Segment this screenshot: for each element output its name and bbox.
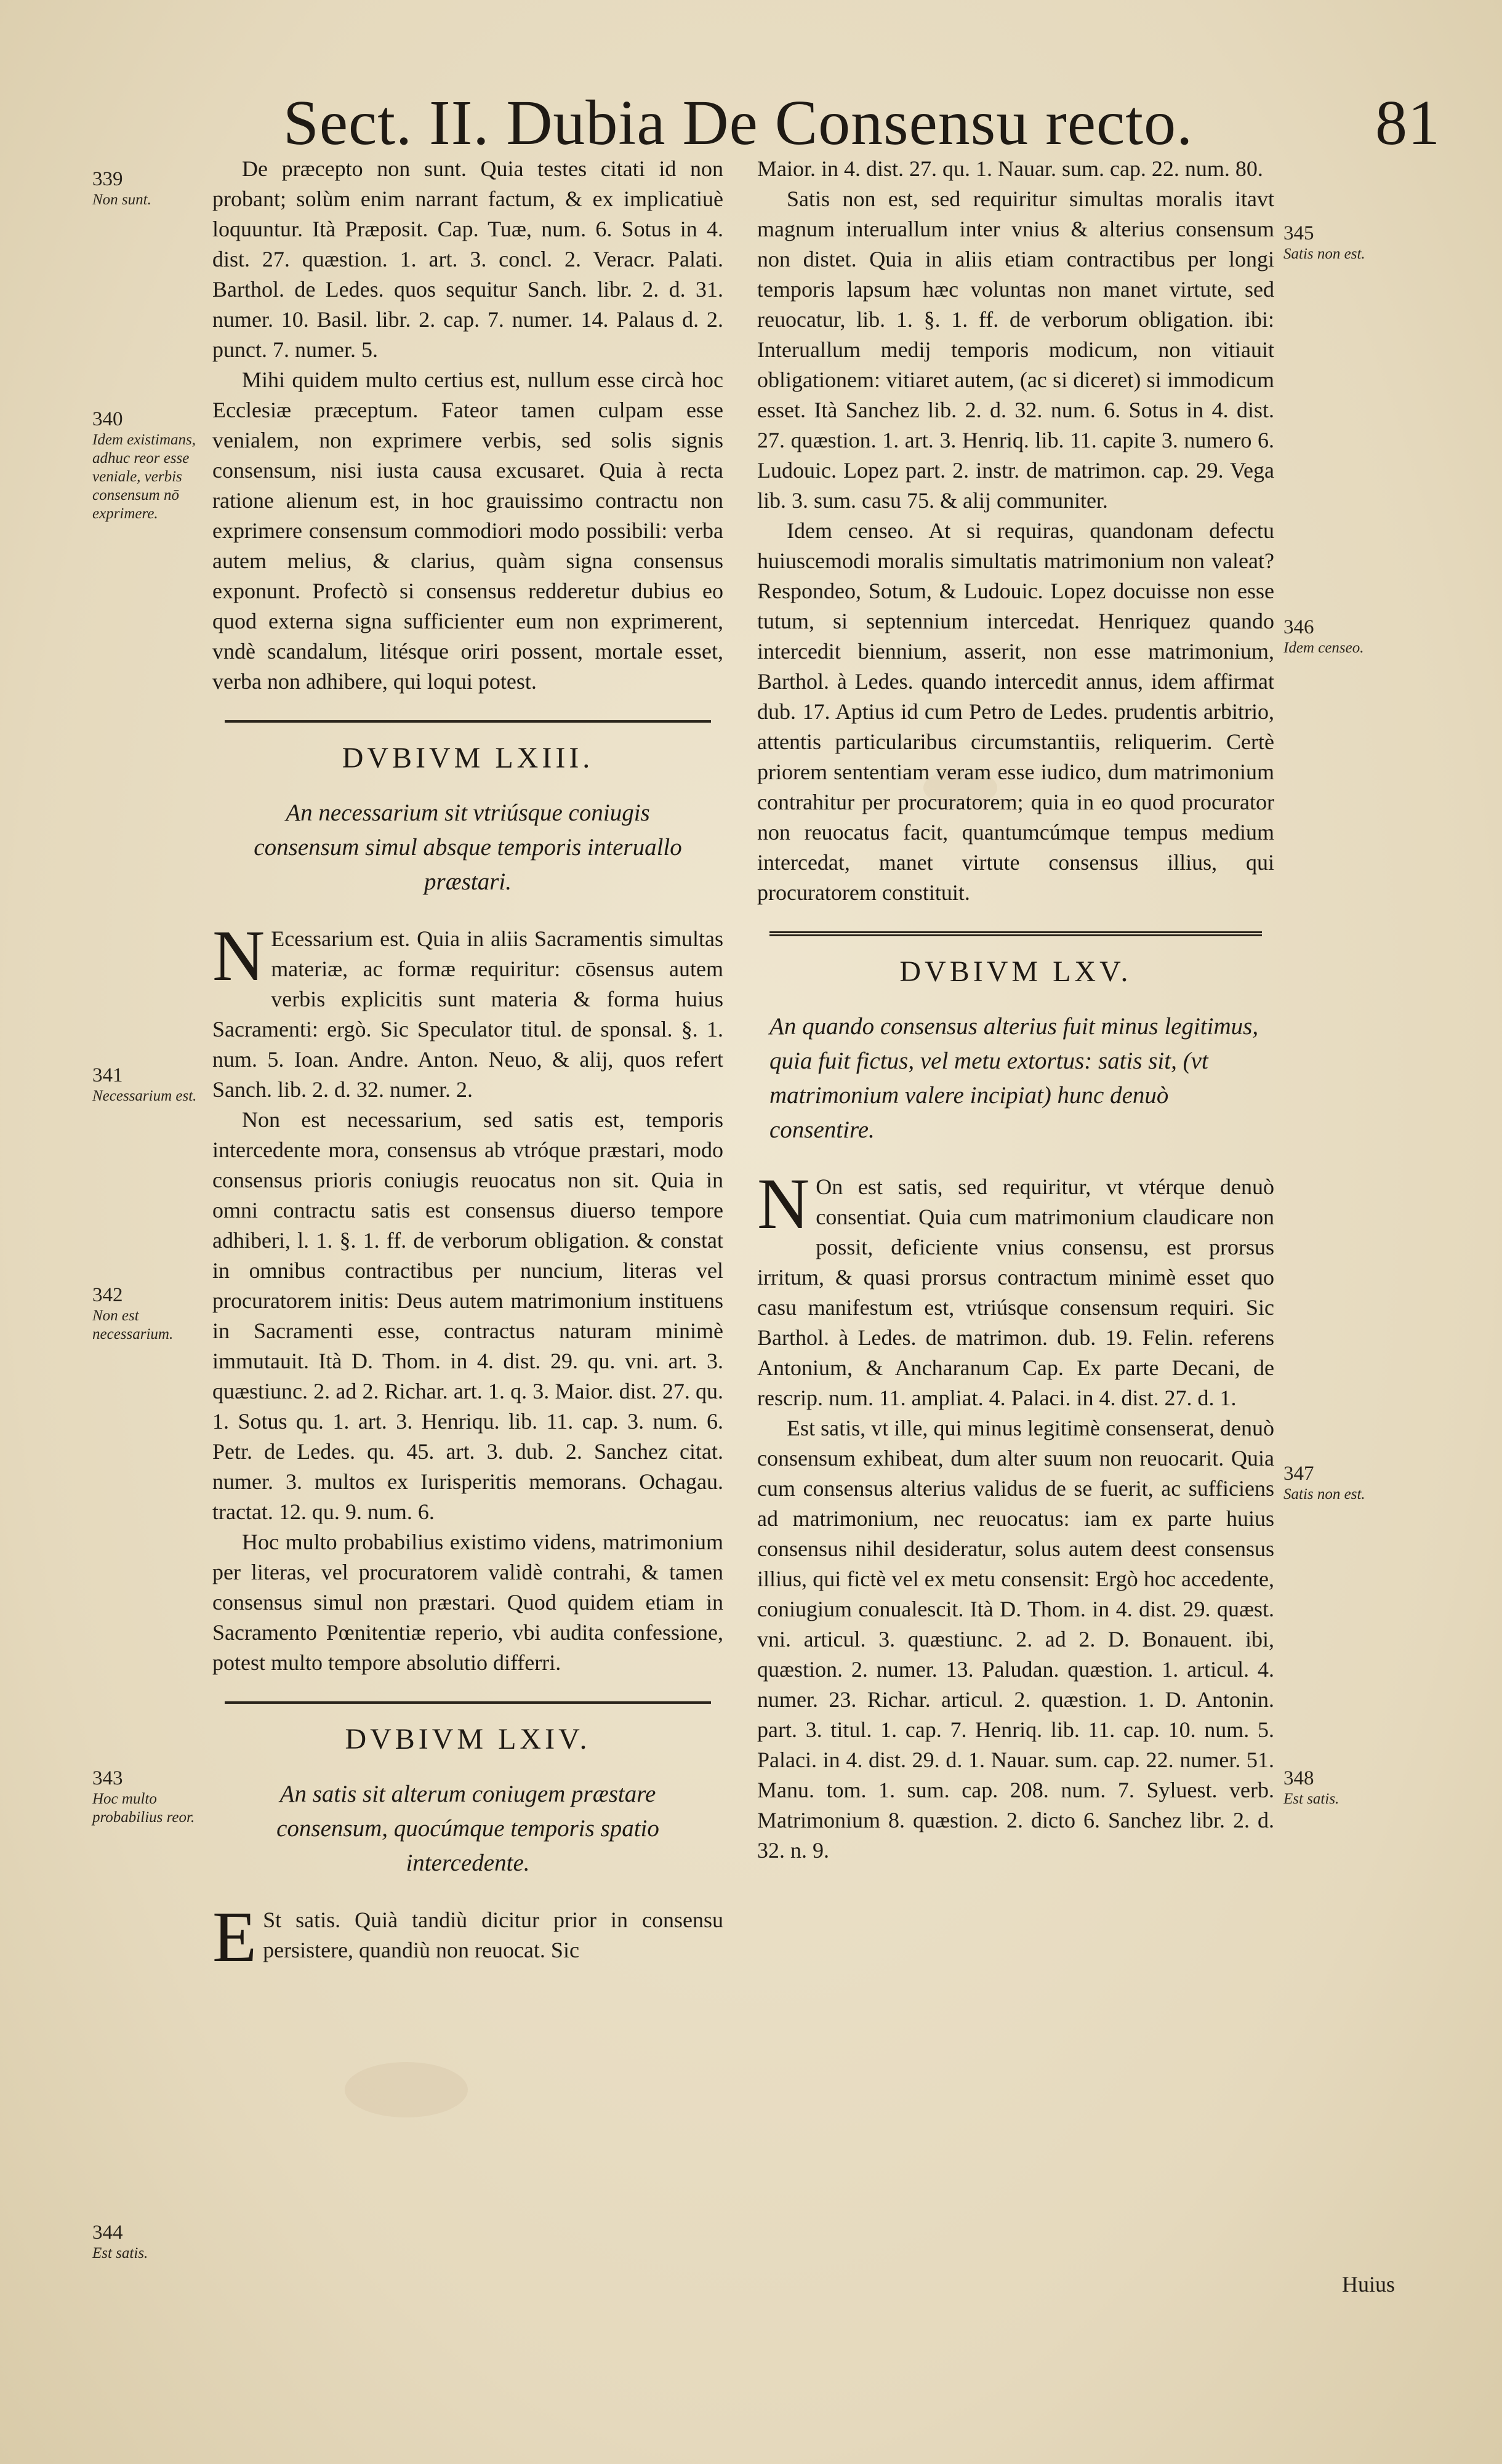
margin-note-346 — [1283, 616, 1388, 657]
paragraph-344-text: St satis. Quià tandiù dicitur prior in consensu persistere, quandiù non reuocat. Sic — [263, 1908, 723, 1962]
paragraph-341 — [212, 915, 723, 1105]
marginal-note: Hoc multo probabilius reor. — [92, 1791, 195, 1826]
catchword: Huius — [1342, 2272, 1396, 2297]
section-rule — [769, 931, 1262, 936]
question-64: An satis sit alterum coniugem præstare consensum, quocúmque temporis spatio intercedente. — [276, 1781, 659, 1876]
drop-cap: E — [212, 1896, 257, 1977]
marginal-note: Est satis. — [1283, 1791, 1339, 1807]
marginal-note: Idem censeo. — [1283, 640, 1364, 656]
right-column — [757, 154, 1274, 1866]
paragraph-347 — [757, 1163, 1274, 1413]
paragraph-347-text: On est satis, sed requiritur, vt vtérque denuò consentiat. Quia cum matrimonium claudicare non possit, deficiente vnius consensu, est prorsus irritum, & quasi prorsus contractum minimè esset quo casu manifestum est, vtriúsque consensum requiri. Sic Barthol. à Ledes. de matrimon. dub. 19. Felin. referens Antonium, & Ancharanum Cap. Ex parte Decani, de rescrip. num. 11. ampliat. 4. Palaci. in 4. dist. 27. d. 1. — [757, 1174, 1274, 1410]
marginal-note: Satis non est. — [1283, 246, 1365, 262]
paragraph-344 — [212, 1896, 723, 1977]
paragraph-345: Satis non est, sed requiritur simultas moralis itavt magnum interuallum inter vnius & alterius consensum non distet. Quia in aliis etiam contractibus per longi temporis lapsum hæc voluntas non manet virtute, sed reuocatur, lib. 1. §. 1. ff. de verborum obligation. ibi: Interuallum medij temporis modicum, non vitiauit obligationem: vitiaret autem, (ac si diceret) si immodicum esset. Ità Sanchez lib. 2. d. 32. num. 6. Sotus in 4. dist. 27. quæstion. 1. art. 3. Henriq. lib. 11. capite 3. numero 6. Ludouic. Lopez part. 2. instr. de matrimon. cap. 29. Vega lib. 3. sum. casu 75. & alij communiter. — [757, 187, 1274, 513]
marginal-number: 346 — [1283, 616, 1314, 638]
marginal-note: Non est necessarium. — [92, 1307, 174, 1342]
question-65: An quando consensus alterius fuit minus legitimus, quia fuit fictus, vel metu extortus: satis sit, (vt matrimonium valere incipiat) hunc denuò consentire. — [769, 1013, 1259, 1143]
paragraph-342: Non est necessarium, sed satis est, temporis intercedente mora, consensus ab vtróque præstari, modo consensus prioris coniugis reuocatus non sit. Quia in omni contractu satis est consensus diuerso tempore adhiberi, l. 1. §. 1. ff. de verborum obligation. & constat in omnibus contractibus per nuncium, literas vel procuratorem initis: Deus autem matrimonium instituens in Sacramenti esse, contractus naturam minimè immutauit. Ità D. Thom. in 4. dist. 29. qu. vni. art. 3. quæstiunc. 2. ad 2. Richar. art. 1. q. 3. Maior. dist. 27. qu. 1. Sotus qu. 1. art. 3. Henriqu. lib. 11. cap. 3. num. 6. Petr. de Ledes. qu. 45. art. 3. dub. 2. Sanchez citat. numer. 3. multos ex Iurisperitis memorans. Ochagau. tractat. 12. qu. 9. num. 6. — [212, 1107, 723, 1524]
margin-note-341 — [92, 1064, 209, 1106]
paper-stain — [345, 2062, 468, 2117]
marginal-number: 345 — [1283, 222, 1314, 244]
dubium-heading-63: DVBIVM LXIII. — [342, 742, 594, 774]
page-number: 81 — [1375, 87, 1440, 158]
marginal-number: 347 — [1283, 1463, 1314, 1485]
margin-note-343 — [92, 1767, 209, 1827]
margin-note-347 — [1283, 1462, 1388, 1504]
marginal-note: Necessarium est. — [92, 1088, 197, 1104]
marginal-number: 343 — [92, 1767, 123, 1789]
marginal-note: Idem existimans, adhuc reor esse veniale, verbis consensum nō exprimere. — [92, 431, 196, 522]
section-rule — [225, 1701, 711, 1704]
marginal-note: Est satis. — [92, 2245, 148, 2261]
margin-note-345 — [1283, 222, 1388, 263]
margin-note-340 — [92, 407, 209, 523]
marginal-number: 344 — [92, 2221, 123, 2244]
dubium-heading-64: DVBIVM LXIV. — [345, 1723, 591, 1756]
header-title: Sect. II. Dubia De Consensu recto. — [283, 87, 1194, 158]
paragraph-continuation: Maior. in 4. dist. 27. qu. 1. Nauar. sum. cap. 22. num. 80. — [757, 156, 1263, 181]
paragraph-348: Est satis, vt ille, qui minus legitimè consenserat, denuò consensum exhibeat, dum alter suum non reuocarit. Quia cum consensus alterius validus de se fuerit, ac sufficiens ad matrimonium, nec reuocatus: iam ex parte huius consensus nihil desideratur, solus autem deest consensus illius, qui fictè vel ex metu consensit: Ergò hoc accedente, coniugium conualescit. Ità D. Thom. in 4. dist. 29. quæst. vni. articul. 3. quæstiunc. 2. ad 2. D. Bonauent. ibi, quæstion. 2. numer. 13. Paludan. quæstion. 1. articul. 4. numer. 23. Richar. articul. 2. quæstion. 1. D. Antonin. part. 3. titul. 1. cap. 7. Henriq. lib. 11. cap. 10. num. 5. Palaci. in 4. dist. 29. d. 1. Nauar. sum. cap. 22. numer. 51. Manu. tom. 1. sum. cap. 208. num. 7. Syluest. verb. Matrimonium 8. quæstion. 2. dicto 6. Sanchez libr. 2. d. 32. n. 9. — [757, 1416, 1274, 1863]
paragraph-341-text: Ecessarium est. Quia in aliis Sacramentis simultas materiæ, ac formæ requiritur: cōsensus autem verbis explicitis sunt materia & forma huius Sacramenti: ergò. Sic Speculator titul. de sponsal. §. 1. num. 5. Ioan. Andre. Anton. Neuo, & alij, quos refert Sanch. lib. 2. d. 32. numer. 2. — [212, 926, 723, 1102]
paragraph-339: De præcepto non sunt. Quia testes citati id non probant; solùm enim narrant factum, & ex implicatiuè loquuntur. Ità Præposit. Cap. Tuæ, num. 6. Sotus in 4. dist. 27. quæstion. 1. art. 3. concl. 2. Veracr. Palati. Barthol. de Ledes. quos sequitur Sanch. libr. 2. d. 31. numer. 10. Basil. libr. 2. cap. 7. numer. 14. Palaus d. 2. punct. 7. numer. 5. — [212, 156, 723, 362]
margin-note-344 — [92, 2221, 209, 2263]
paragraph-340: Mihi quidem multo certius est, nullum esse circà hoc Ecclesiæ præceptum. Fateor tamen culpam esse venialem, non exprimere verbis, sed solis signis consensum, nisi iusta causa excusaret. Quia à recta ratione alienum est, in hoc grauissimo contractu non exprimere consensum commodiori modo possibili: verba autem melius, & clarius, quàm signa consensus exponunt. Profectò si consensus redderetur dubius eo quod externa signa sufficienter eum non exprimerent, vndè scandalum, litésque oriri possent, mortale esset, verba non adhibere, qui loqui potest. — [212, 367, 723, 694]
dubium-heading-65: DVBIVM LXV. — [899, 955, 1132, 988]
left-column — [212, 154, 723, 1977]
section-rule — [225, 720, 711, 723]
marginal-number: 342 — [92, 1284, 123, 1306]
marginal-note: Satis non est. — [1283, 1486, 1365, 1503]
paragraph-343: Hoc multo probabilius existimo videns, matrimonium per literas, vel procuratorem validè contrahi, & tamen consensus simul non præstari. Quod quidem etiam in Sacramento Pœnitentiæ reperio, vbi audita confessione, potest multo tempore absolutio differri. — [212, 1530, 723, 1675]
drop-cap: N — [212, 915, 265, 996]
margin-note-339 — [92, 167, 209, 209]
margin-note-342 — [92, 1283, 209, 1344]
drop-cap: N — [757, 1163, 810, 1244]
question-63: An necessarium sit vtriúsque coniugis consensum simul absque temporis interuallo præstari. — [254, 800, 682, 895]
marginal-number: 340 — [92, 408, 123, 430]
margin-note-348 — [1283, 1767, 1388, 1808]
paragraph-346: Idem censeo. At si requiras, quandonam defectu huiuscemodi moralis simultatis matrimonium non valeat? Respondeo, Sotum, & Ludouic. Lopez docuisse non esse tutum, si septennium intercedat. Henriquez quando intercedit biennium, asserit, non esse matrimonium, Barthol. à Ledes. quando intercedit annus, idem affirmat dub. 17. Aptius id cum Petro de Ledes. prudentis arbitrio, attentis particularibus circumstantiis, reliquerim. Certè priorem sententiam veram esse iudico, dum matrimonium contrahitur per procuratorem; quia in eo quod procurator non reuocatus facit, quantumcúmque tempus medium intercedat, manet virtute consensus illius, qui procuratorem constituit. — [757, 518, 1274, 905]
marginal-number: 341 — [92, 1064, 123, 1086]
marginal-number: 339 — [92, 168, 123, 190]
marginal-note: Non sunt. — [92, 191, 151, 208]
marginal-number: 348 — [1283, 1767, 1314, 1789]
running-header — [283, 86, 1453, 160]
